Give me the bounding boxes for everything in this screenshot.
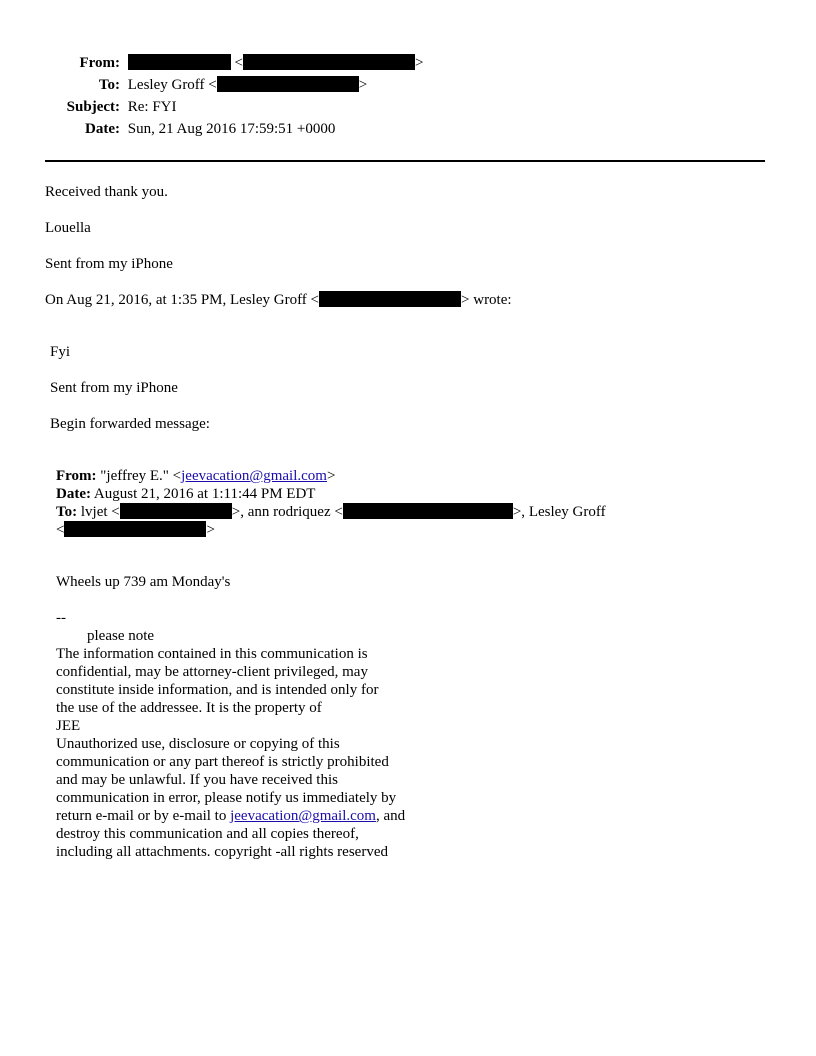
reply-line-3: Sent from my iPhone: [45, 256, 173, 272]
disclaimer-part-2: , and destroy this communication and all copies thereof, including all attachments. copyright -all rights reserved: [56, 808, 406, 860]
disclaimer: [56, 645, 405, 861]
redacted-block: [120, 503, 232, 519]
fwd-from-label: From:: [56, 468, 97, 484]
signature-note: please note: [87, 628, 155, 644]
fwd-date-label: Date:: [56, 486, 91, 502]
header-divider: [45, 160, 765, 162]
date-label: Date:: [85, 121, 120, 137]
header-to-row: [0, 76, 367, 94]
redacted-block: [128, 54, 231, 70]
fwd-to-name-1: lvjet: [80, 504, 108, 520]
redacted-block: [217, 76, 359, 92]
forwarded-header: [56, 467, 606, 539]
redacted-block: [343, 503, 513, 519]
from-label: From:: [79, 55, 120, 71]
header-date-row: [0, 120, 335, 138]
subject-value: Re: FYI: [127, 99, 177, 115]
from-value: < >: [128, 55, 424, 71]
fwd-date-row: [56, 485, 606, 503]
disclaimer-email-link[interactable]: jeevacation@gmail.com: [230, 808, 376, 824]
subject-label: Subject:: [66, 99, 120, 115]
fwd-body: Wheels up 739 am Monday's: [56, 574, 231, 590]
fwd-to-label: To:: [56, 504, 78, 520]
quote-prefix: On Aug 21, 2016, at 1:35 PM, Lesley Groff: [45, 292, 307, 308]
fwd-to-name-2: ann rodriquez: [247, 504, 331, 520]
fwd-to-row: To: lvjet < >, ann rodriquez < >, Lesley Groff: [56, 504, 606, 520]
fwd-from-row: From: "jeffrey E." <jeevacation@gmail.com>: [56, 468, 336, 484]
fwd-date-value: August 21, 2016 at 1:11:44 PM EDT: [93, 486, 316, 502]
to-label: To:: [98, 77, 120, 93]
reply-line-2: Louella: [45, 220, 91, 236]
quoted-line-1: Fyi: [50, 344, 71, 360]
quote-suffix: wrote:: [473, 292, 512, 308]
to-value: Lesley Groff < >: [127, 77, 368, 93]
quoted-line-2: Sent from my iPhone: [50, 380, 178, 396]
header-from-row: [0, 54, 423, 72]
fwd-to-row-cont: < >: [56, 522, 215, 538]
fwd-to-name-3: Lesley Groff: [528, 504, 606, 520]
redacted-block: [243, 54, 415, 70]
fwd-from-email-link[interactable]: jeevacation@gmail.com: [181, 468, 327, 484]
fwd-from-name: "jeffrey E.": [100, 468, 169, 484]
reply-line-1: Received thank you.: [45, 184, 168, 200]
quoted-line-3: Begin forwarded message:: [50, 416, 210, 432]
date-value: Sun, 21 Aug 2016 17:59:51 +0000: [127, 121, 336, 137]
disclaimer-part-1: The information contained in this communication is confidential, may be attorney-client privileged, may constitute inside information, and is intended only for the use of the addressee. It is the property of JEE Unauthorized use, disclosure or copying of this communication or any part thereof is strictly prohibited and may be unlawful. If you have received this communication in error, please notify us immediately by return e-mail or by e-mail to: [56, 646, 397, 824]
redacted-block: [64, 521, 206, 537]
signature-dash: --: [56, 610, 66, 626]
to-name: Lesley Groff: [127, 77, 205, 93]
redacted-block: [319, 291, 461, 307]
header-subject-row: [0, 98, 177, 116]
quote-attribution: On Aug 21, 2016, at 1:35 PM, Lesley Groff < > wrote:: [45, 292, 512, 308]
